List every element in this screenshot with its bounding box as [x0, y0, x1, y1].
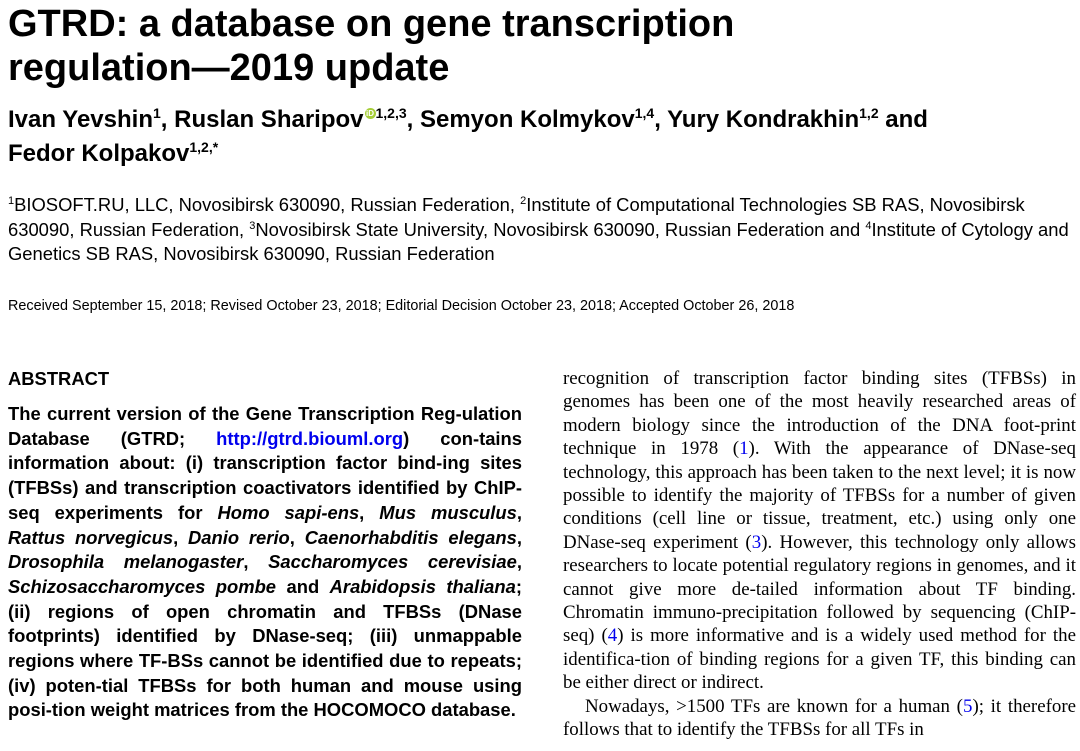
abstract-heading: ABSTRACT	[8, 368, 110, 389]
body-segment: recognition of transcription factor binding sites (TFBSs) in genomes has been one of the most heavily researched areas of modern biology since the introduction of the DNA foot-print technique in 1978 (	[563, 368, 1076, 460]
species-name: Schizosaccharomyces pombe	[8, 575, 277, 597]
species-name: Danio rerio	[188, 526, 290, 548]
affiliation-text: Institute of Cytology and Genetics SB RAS, Novosibirsk 630090, Russian Federation	[8, 218, 1069, 264]
citation-link[interactable]: 1	[739, 438, 749, 460]
orcid-icon[interactable]: iD	[366, 109, 374, 118]
abstract-segment: ,	[243, 551, 269, 573]
citation-link[interactable]: 5	[962, 695, 973, 717]
species-name: Caenorhabditis elegans	[304, 526, 517, 548]
title-line-2: regulation—2019 update	[8, 47, 450, 89]
body-segment: ). However, this technology only allows researchers to locate potential regulatory regions in genomes, and it cannot give more de-tailed information about TF binding. Chromatin immuno-precipitation followed by sequencing (ChIP-seq) (	[563, 531, 1076, 647]
author-name: Yury Kondrakhin	[667, 106, 860, 133]
abstract-segment: ) con-tains information about: (i) transcription factor bind-ing sites (TFBSs) and transcription coactivators identified by ChIP-seq experiments for	[8, 427, 522, 523]
author-name: Semyon Kolmykov	[419, 106, 635, 133]
affiliation-text: BIOSOFT.RU, LLC, Novosibirsk 630090, Russian Federation,	[14, 194, 521, 215]
author-separator: ,	[654, 106, 668, 133]
abstract-segment: ,	[289, 526, 305, 548]
abstract-segment: ,	[359, 501, 380, 523]
author-name: Ruslan Sharipov	[174, 106, 364, 133]
affiliation-sup: 2	[520, 195, 527, 207]
affiliation-sup: 4	[865, 219, 872, 232]
affiliation-text: Novosibirsk State University, Novosibirsk 630090, Russian Federation and	[255, 218, 866, 240]
abstract-segment: ; (ii) regions of open chromatin and TFBSs (DNase footprints) identified by DNase-seq; (iii) unmappable regions where TF-BSs cannot be identified due to repeats; (iv) poten-tial TFBSs for both human and mouse using posi-tion weight matrices from the HOCOMOCO database.	[8, 575, 522, 721]
author-name: Fedor Kolpakov	[8, 140, 190, 167]
author-list	[8, 103, 1073, 171]
affiliation-sup: 1	[8, 195, 15, 207]
author-affiliation-sup: 1,4	[634, 105, 655, 121]
species-name: Rattus norvegicus	[8, 526, 174, 548]
body-paragraph	[563, 367, 1076, 695]
author-affiliation-sup: 1,2,3	[375, 105, 407, 121]
gtrd-url-link[interactable]: http://gtrd.biouml.org	[216, 427, 404, 449]
abstract-segment: ,	[173, 526, 189, 548]
author-and: and	[878, 106, 928, 133]
affiliation-sup: 3	[249, 219, 256, 232]
author-name: Ivan Yevshin	[8, 106, 153, 133]
body-text-column	[563, 367, 1076, 742]
species-name: Saccharomyces cerevisiae	[268, 551, 517, 573]
species-name: Mus musculus	[379, 501, 517, 523]
body-paragraph	[563, 695, 1076, 742]
species-name: Drosophila melanogaster	[8, 551, 244, 573]
abstract-segment: ,	[516, 501, 522, 523]
author-separator: ,	[406, 106, 420, 133]
affiliations	[8, 193, 1080, 267]
author-separator: ,	[160, 106, 175, 133]
affiliation-text: Institute of Computational Technologies SB RAS, Novosibirsk 630090, Russian Federation,	[8, 194, 1025, 240]
abstract-text	[8, 402, 522, 723]
citation-link[interactable]: 4	[607, 625, 618, 647]
species-name: Arabidopsis thaliana	[329, 575, 516, 597]
citation-link[interactable]: 3	[751, 531, 762, 553]
body-segment: ). With the appearance of DNase-seq technology, this approach has been taken to the next level; it is now possible to identify the majority of TFBSs for a number of given conditions (cell line or tissue, treatment, etc.) using only one DNase-seq experiment (	[563, 438, 1076, 553]
abstract-segment: ,	[516, 526, 522, 548]
abstract-segment: The current version of the Gene Transcription Reg-ulation Database (GTRD;	[8, 403, 522, 449]
author-affiliation-sup: 1	[152, 105, 161, 121]
title-line-1: GTRD: a database on gene transcription	[8, 3, 735, 45]
paper-title	[8, 2, 1068, 90]
abstract-segment: ,	[516, 551, 522, 573]
author-affiliation-sup: 1,2	[859, 105, 879, 121]
body-segment: ); it therefore follows that to identify the TFBSs for all TFs in	[563, 695, 1076, 741]
body-segment: ) is more informative and is a widely used method for the identifica-tion of binding regions for a given TF, this binding can be either direct or indirect.	[563, 625, 1076, 694]
author-affiliation-sup: 1,2,*	[189, 139, 219, 155]
species-name: Homo sapi-ens	[217, 501, 360, 523]
body-segment: Nowadays, >1500 TFs are known for a human (	[585, 695, 963, 717]
received-dates: Received September 15, 2018; Revised October 23, 2018; Editorial Decision October 23, 2018; Accepted October 26, 2018	[8, 298, 795, 314]
abstract-segment: and	[276, 575, 330, 597]
